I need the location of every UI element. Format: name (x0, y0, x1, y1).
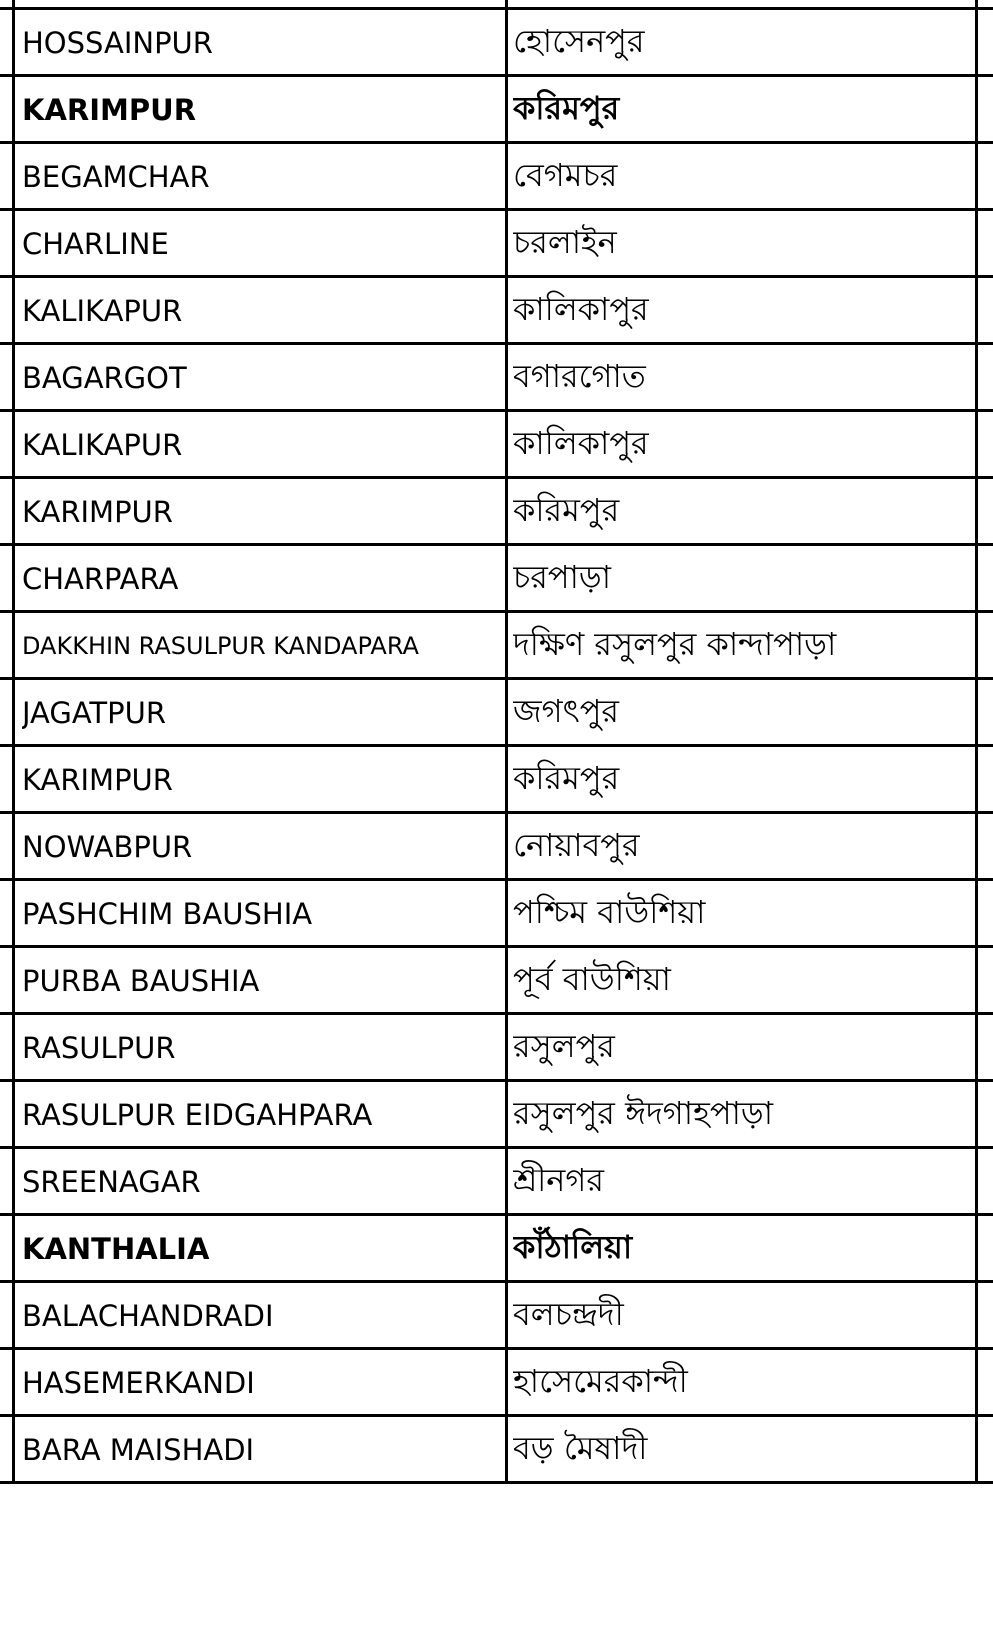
bengali-name-cell: বেগমচর (513, 156, 618, 194)
table-row (0, 142, 993, 212)
bengali-name-cell: রসুলপুর ঈদগাহপাড়া (513, 1094, 773, 1132)
table-row (0, 1147, 993, 1217)
table-row (0, 209, 993, 279)
bengali-name-cell: বগারগোত (513, 357, 646, 395)
bengali-name-cell: কাঁঠালিয়া (513, 1228, 633, 1266)
bengali-name-cell: করিমপুর (513, 89, 620, 127)
table-row (0, 276, 993, 346)
row-divider (0, 878, 993, 881)
row-divider (0, 677, 993, 680)
english-name-cell: KALIKAPUR (22, 428, 183, 462)
table-row (0, 1415, 993, 1485)
table-row (0, 879, 993, 949)
bengali-name-cell: পশ্চিম বাউশিয়া (513, 893, 706, 931)
table-row (0, 8, 993, 78)
row-divider (0, 1213, 993, 1216)
row-divider (0, 141, 993, 144)
row-divider (0, 945, 993, 948)
row-divider (0, 409, 993, 412)
english-name-cell: BALACHANDRADI (22, 1299, 274, 1333)
english-name-cell: BAGARGOT (22, 361, 187, 395)
english-name-cell: HASEMERKANDI (22, 1366, 255, 1400)
table-row (0, 75, 993, 145)
table-row (0, 1348, 993, 1418)
row-divider (0, 1079, 993, 1082)
english-name-cell: SREENAGAR (22, 1165, 201, 1199)
row-divider (0, 7, 993, 10)
row-divider (0, 1280, 993, 1283)
english-name-cell: KANTHALIA (22, 1232, 210, 1266)
row-divider (0, 476, 993, 479)
bengali-name-cell: চরপাড়া (513, 558, 611, 596)
bengali-name-cell: জগৎপুর (513, 692, 620, 730)
english-name-cell: CHARPARA (22, 562, 179, 596)
table-row (0, 812, 993, 882)
table-row (0, 477, 993, 547)
english-name-cell: PASHCHIM BAUSHIA (22, 897, 313, 931)
english-name-cell: HOSSAINPUR (22, 26, 213, 60)
row-divider (0, 1414, 993, 1417)
bengali-name-cell: হোসেনপুর (513, 22, 645, 60)
table-row (0, 745, 993, 815)
english-name-cell: KARIMPUR (22, 93, 197, 127)
table-row (0, 1013, 993, 1083)
row-divider (0, 1146, 993, 1149)
row-divider (0, 543, 993, 546)
table-row (0, 1080, 993, 1150)
english-name-cell: BARA MAISHADI (22, 1433, 255, 1467)
table-row (0, 678, 993, 748)
row-divider (0, 610, 993, 613)
row-divider (0, 744, 993, 747)
row-divider (0, 208, 993, 211)
row-divider (0, 1347, 993, 1350)
table-row (0, 544, 993, 614)
english-name-cell: KALIKAPUR (22, 294, 183, 328)
bengali-name-cell: করিমপুর (513, 759, 620, 797)
table-row (0, 410, 993, 480)
english-name-cell: JAGATPUR (22, 696, 167, 730)
bengali-name-cell: হাসেমেরকান্দী (513, 1362, 688, 1400)
bengali-name-cell: রসুলপুর (513, 1027, 615, 1065)
row-divider (0, 275, 993, 278)
english-name-cell: NOWABPUR (22, 830, 193, 864)
bengali-name-cell: শ্রীনগর (513, 1161, 604, 1199)
bengali-name-cell: করিমপুর (513, 491, 620, 529)
bengali-name-cell: চরলাইন (513, 223, 617, 261)
bengali-name-cell: নোয়াবপুর (513, 826, 640, 864)
table-row (0, 1281, 993, 1351)
bengali-name-cell: দক্ষিণ রসুলপুর কান্দাপাড়া (513, 625, 837, 663)
english-name-cell: KARIMPUR (22, 763, 173, 797)
bengali-name-cell: বড় মৈষাদী (513, 1429, 648, 1467)
bengali-name-cell: কালিকাপুর (513, 424, 649, 462)
english-name-cell: PURBA BAUSHIA (22, 964, 260, 998)
table-row (0, 611, 993, 681)
bengali-name-cell: কালিকাপুর (513, 290, 649, 328)
english-name-cell: KARIMPUR (22, 495, 173, 529)
table-row (0, 1214, 993, 1284)
row-divider (0, 74, 993, 77)
english-name-cell: RASULPUR EIDGAHPARA (22, 1098, 373, 1132)
table-row (0, 343, 993, 413)
english-name-cell: BEGAMCHAR (22, 160, 210, 194)
column-divider (12, 0, 15, 1484)
row-divider (0, 1012, 993, 1015)
row-divider (0, 1481, 993, 1484)
english-name-cell: RASULPUR (22, 1031, 176, 1065)
bengali-name-cell: পূর্ব বাউশিয়া (513, 960, 671, 998)
english-name-cell: DAKKHIN RASULPUR KANDAPARA (22, 632, 419, 660)
column-divider (975, 0, 978, 1484)
column-divider (505, 0, 508, 1484)
row-divider (0, 342, 993, 345)
english-name-cell: CHARLINE (22, 227, 169, 261)
row-divider (0, 811, 993, 814)
table-row (0, 946, 993, 1016)
bengali-name-cell: বলচন্দ্রদী (513, 1295, 624, 1333)
